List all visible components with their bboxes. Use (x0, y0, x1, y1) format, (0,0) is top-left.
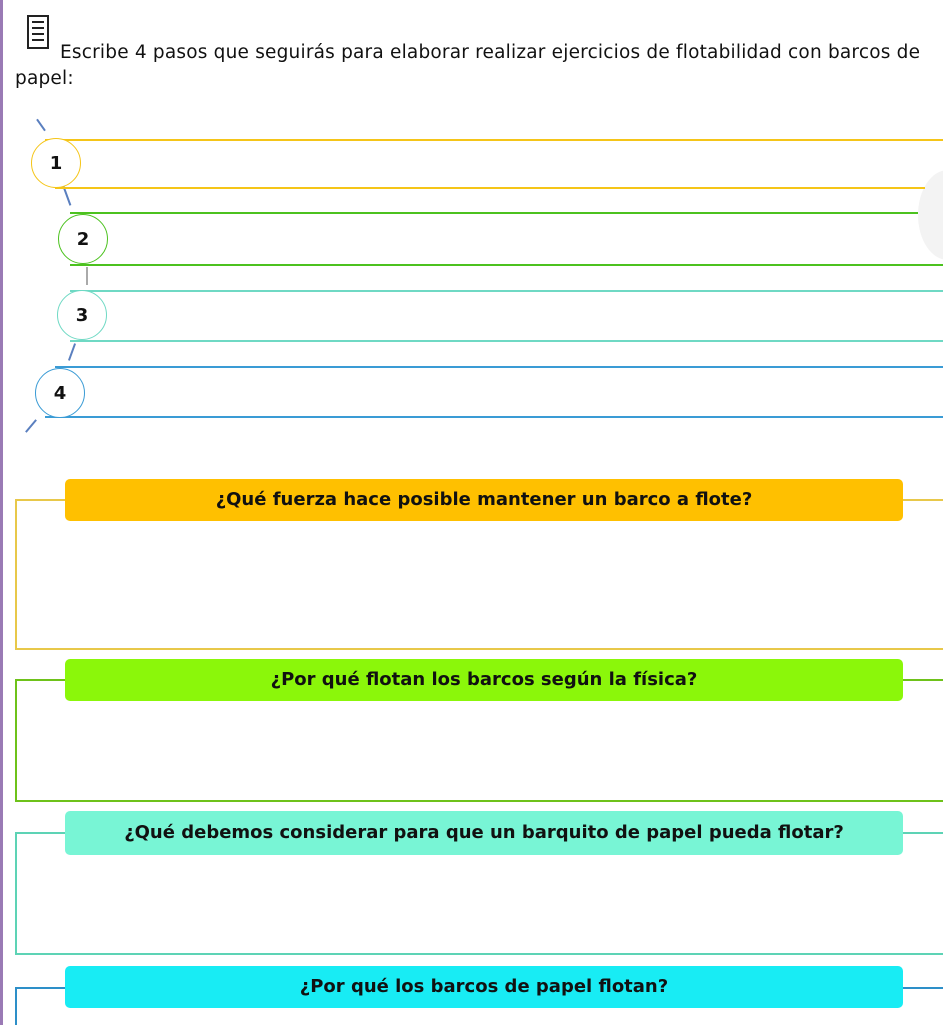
question-3-frame (903, 832, 943, 834)
step-3-line (70, 340, 943, 342)
step-number: 3 (75, 304, 89, 326)
question-4-header: ¿Por qué los barcos de papel flotan? (65, 966, 903, 1008)
question-4-frame (15, 987, 65, 989)
step-1-line (45, 139, 943, 141)
step-connector (25, 419, 37, 433)
decorative-arc (918, 170, 943, 260)
step-2-circle (58, 214, 108, 264)
step-4-line (45, 416, 943, 418)
question-2-frame (15, 679, 17, 801)
page-left-border (0, 0, 3, 1025)
step-2-line (70, 212, 918, 214)
step-number: 2 (76, 228, 90, 250)
question-3-frame (15, 832, 17, 954)
question-3-frame (15, 953, 943, 955)
question-3-frame (15, 832, 65, 834)
question-1-frame (15, 499, 17, 649)
question-2-frame (903, 679, 943, 681)
question-4-frame (15, 987, 17, 1025)
question-1-frame (903, 499, 943, 501)
step-connector (36, 119, 46, 132)
question-3-header: ¿Qué debemos considerar para que un barquito de papel pueda flotar? (65, 811, 903, 855)
question-1-header: ¿Qué fuerza hace posible mantener un barco a flote? (65, 479, 903, 521)
step-1-circle (31, 138, 81, 188)
question-2-frame (15, 800, 943, 802)
question-2-frame (15, 679, 65, 681)
question-4-frame (903, 987, 943, 989)
step-4-circle (35, 368, 85, 418)
step-3-circle (57, 290, 107, 340)
step-connector (86, 267, 88, 285)
question-1-frame (15, 499, 65, 501)
question-2-header: ¿Por qué flotan los barcos según la física? (65, 659, 903, 701)
step-connector (63, 186, 72, 205)
step-number: 1 (49, 152, 63, 174)
instruction-text: Escribe 4 pasos que seguirás para elaborar realizar ejercicios de flotabilidad con barcos de papel: (15, 42, 921, 89)
step-2-line (70, 264, 943, 266)
question-1-frame (15, 648, 943, 650)
step-4-line (55, 366, 943, 368)
step-1-line (55, 187, 925, 189)
step-3-line (70, 290, 943, 292)
step-number: 4 (53, 382, 67, 404)
step-connector (68, 343, 76, 361)
